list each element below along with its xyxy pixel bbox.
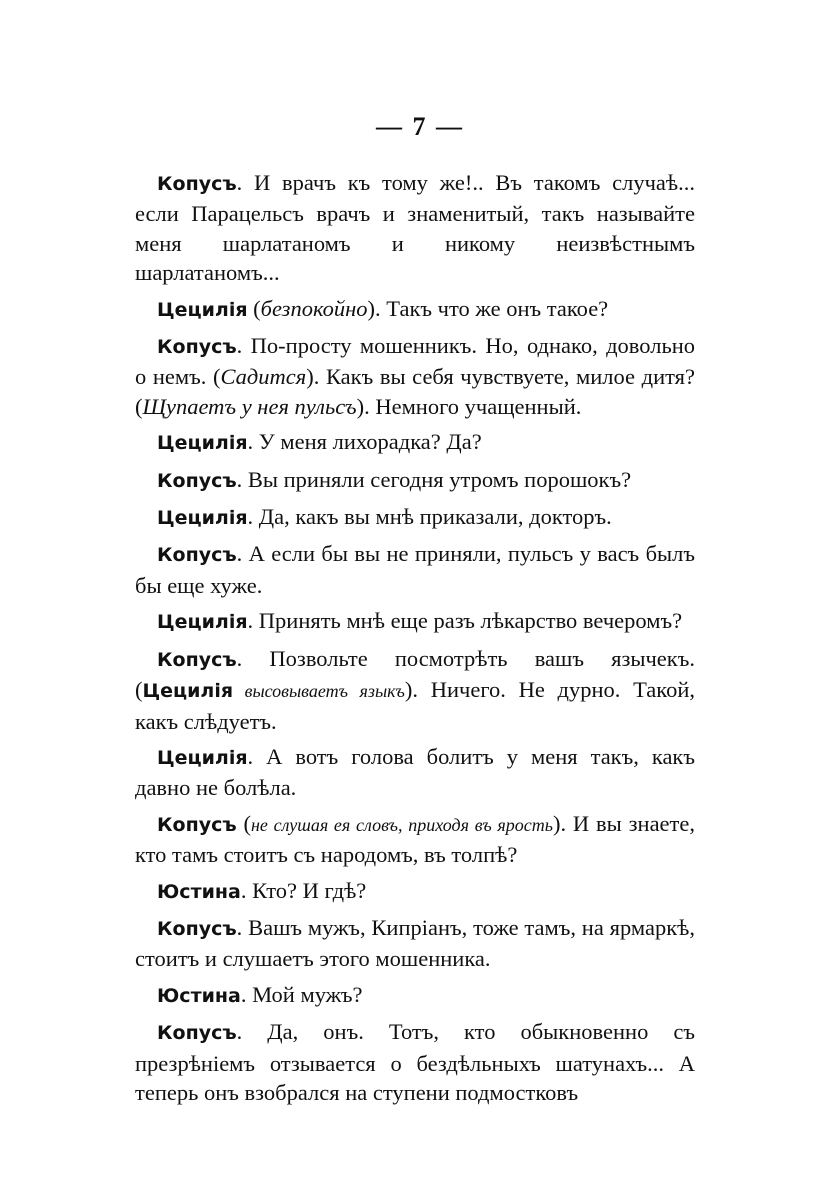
speaker-name: Цецилія — [157, 298, 248, 321]
dialogue-text: . У меня лихорадка? Да? — [247, 429, 482, 455]
dialogue-text: . Принять мнѣ еще разъ лѣкарство вечеромъ? — [247, 608, 683, 634]
dialogue-text: . По-просту мошенникъ. Но, однако, довольно о немъ. ( — [135, 333, 695, 390]
dialogue-text: ). Немного учащенный. — [356, 393, 582, 419]
dialogue-text: . Кто? И гдѣ? — [240, 877, 367, 903]
dialogue-text: . Вы приняли сегодня утромъ порошокъ? — [236, 466, 632, 492]
dialogue-text: ( — [236, 810, 251, 836]
play-text — [135, 168, 695, 1113]
speaker-name: Юстина — [157, 880, 241, 903]
dialogue-text: . Вашъ мужъ, Кипріанъ, тоже тамъ, на ярмаркѣ, стоитъ и слушаетъ этого мошенника. — [135, 914, 695, 972]
dialogue-paragraph — [135, 465, 695, 496]
dialogue-text: . Мой мужъ? — [240, 981, 363, 1007]
inline-speaker-name: Цецилія — [142, 680, 234, 703]
stage-direction: безпокойно — [260, 295, 368, 321]
speaker-name: Цецилія — [157, 746, 248, 769]
speaker-name: Копусъ — [157, 173, 237, 195]
speaker-name: Юстина — [157, 984, 241, 1007]
dialogue-paragraph — [135, 644, 695, 736]
dialogue-paragraph — [135, 427, 695, 458]
speaker-name: Копусъ — [157, 917, 237, 940]
dialogue-text: ). Такъ что же онъ такое? — [367, 295, 609, 321]
dialogue-paragraph — [135, 876, 695, 907]
dialogue-paragraph — [135, 331, 695, 421]
dialogue-paragraph — [135, 502, 695, 533]
stage-direction: Садится — [220, 364, 307, 390]
dialogue-paragraph — [135, 742, 695, 803]
stage-direction: высовываетъ языкъ — [233, 681, 405, 702]
speaker-name: Цецилія — [157, 432, 248, 455]
dialogue-paragraph — [135, 539, 695, 600]
speaker-name: Копусъ — [157, 648, 237, 671]
dialogue-text: ). Какъ вы себя чувствуете, милое дитя? ( — [135, 364, 695, 419]
stage-direction: не слушая ея словъ, приходя въ ярость — [251, 814, 553, 835]
dialogue-paragraph — [135, 1017, 695, 1107]
dialogue-text: . Да, онъ. Тотъ, кто обыкновенно съ презрѣніемъ отзывается о бездѣльныхъ шатунахъ... А теперь онъ взобрался на ступени подмостковъ — [135, 1019, 695, 1105]
speaker-name: Копусъ — [157, 469, 237, 492]
speaker-name: Копусъ — [157, 1022, 237, 1045]
dialogue-paragraph — [135, 809, 695, 870]
dialogue-text: . Позвольте посмотрѣть вашъ язычекъ. ( — [135, 645, 695, 703]
dialogue-text: . А вотъ голова болитъ у меня такъ, какъ давно не болѣла. — [135, 743, 695, 801]
dialogue-paragraph — [135, 980, 695, 1011]
speaker-name: Копусъ — [157, 813, 237, 836]
dialogue-text: ). Ничего. Не дурно. Такой, какъ слѣдуетъ. — [135, 677, 695, 734]
page-number: — 7 — — [376, 112, 464, 141]
dialogue-paragraph — [135, 606, 695, 637]
speaker-name: Копусъ — [157, 336, 237, 359]
dialogue-text: . Да, какъ вы мнѣ приказали, докторъ. — [247, 504, 612, 530]
speaker-name: Цецилія — [157, 611, 248, 634]
dialogue-paragraph — [135, 913, 695, 974]
dialogue-text: . И врачъ къ тому же!.. Въ такомъ случаѣ... если Парацельсъ врачъ и знаменитый, такъ называйте меня шарлатаномъ и никому неизвѣстнымъ шарлатаномъ... — [135, 170, 695, 286]
dialogue-paragraph — [135, 168, 695, 288]
dialogue-text: . А если бы вы не приняли, пульсъ у васъ былъ бы еще хуже. — [135, 541, 695, 598]
dialogue-paragraph — [135, 294, 695, 325]
speaker-name: Копусъ — [157, 544, 237, 567]
dialogue-text: ( — [247, 295, 261, 321]
stage-direction: Щупаетъ у нея пульсъ — [142, 393, 357, 419]
dialogue-text: ). И вы знаете, кто тамъ стоитъ съ народомъ, въ толпѣ? — [135, 810, 695, 868]
speaker-name: Цецилія — [157, 507, 248, 530]
